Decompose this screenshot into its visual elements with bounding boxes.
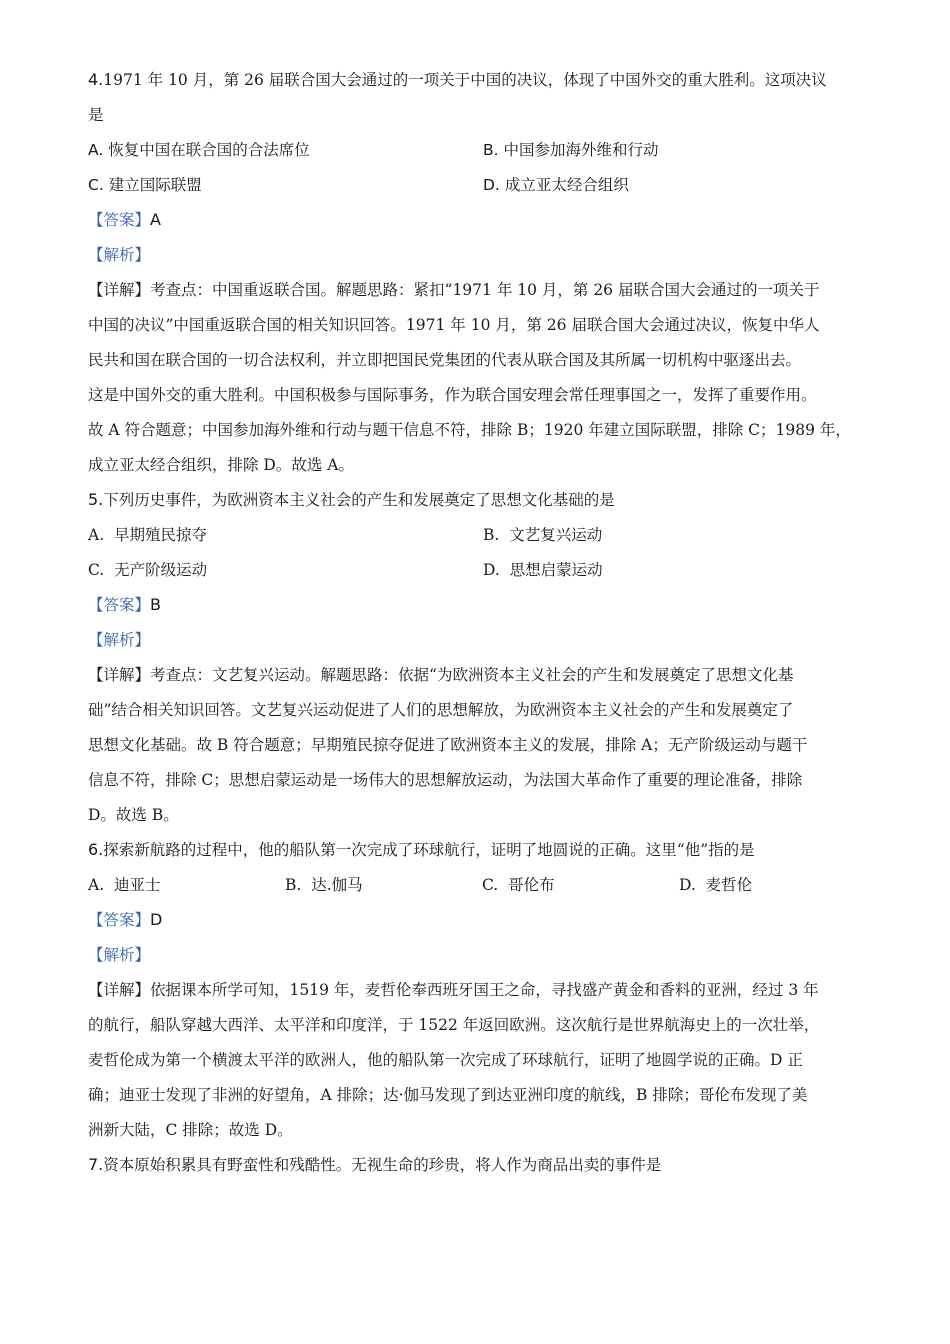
q7-stem: 7.资本原始积累具有野蛮性和残酷性。无视生命的珍贵，将人作为商品出卖的事件是 (88, 1155, 662, 1174)
document-page (88, 70, 878, 1190)
q4-stem-line-1: 4.1971 年 10 月，第 26 届联合国大会通过的一项关于中国的决议，体现了中国外交的重大胜利。这项决议 (88, 70, 827, 89)
q6-option-b: B. 达.伽马 (285, 876, 363, 894)
q6-detail: 【详解】依据课本所学可知，1519 年，麦哲伦奉西班牙国王之命，寻找盛产黄金和香料的亚洲，经过 3 年 的航行，船队穿越大西洋、太平洋和印度洋，于 1522 年返回欧洲。这次航行是世界航海史上的一次壮举， 麦哲伦成为第一个横渡太平洋的欧洲人，他的船队第一次完成了环球航行，证明了地圆学说的正确。D 正 确；迪亚士发现了非洲的好望角，A 排除；达·伽马发现了到达亚洲印度的航线，B 排除；哥伦布发现了美 洲新大陆，C 排除；故选 D。 (88, 981, 820, 1139)
q5-option-a: A. 早期殖民掠夺 (88, 526, 207, 544)
q6-option-d: D. 麦哲伦 (679, 876, 753, 894)
q5-option-b: B. 文艺复兴运动 (483, 526, 603, 544)
q5-options-row-1 (88, 525, 878, 560)
q6-option-a: A. 迪亚士 (88, 876, 161, 894)
q5-option-c: C. 无产阶级运动 (88, 561, 208, 579)
q4-option-d: D. 成立亚太经合组织 (483, 176, 629, 194)
q6-answer: 【答案】D (88, 910, 163, 929)
q6-analysis-heading: 【解析】 (88, 946, 151, 964)
q5-answer: 【答案】B (88, 595, 161, 614)
q4-option-c: C. 建立国际联盟 (88, 176, 202, 194)
q6-option-c: C. 哥伦布 (482, 876, 555, 894)
q4-stem-line-2: 是 (88, 106, 104, 124)
q4-detail: 【详解】考查点：中国重返联合国。解题思路：紧扣“1971 年 10 月，第 26 届联合国大会通过的一项关于 中国的决议”中国重返联合国的相关知识回答。1971 年 10 月，第 26 届联合国大会通过决议，恢复中华人 民共和国在联合国的一切合法权利，并立即把国民党集团的代表从联合国及其所属一切机构中驱逐出去。 这是中国外交的重大胜利。中国积极参与国际事务，作为联合国安理会常任理事国之一，发挥了重要作用。 故 A 符合题意；中国参加海外维和行动与题干信息不符，排除 B；1920 年建立国际联盟，排除 C；1989 年， 成立亚太经合组织，排除 D。故选 A。 (88, 281, 851, 474)
q6-stem: 6.探索新航路的过程中，他的船队第一次完成了环球航行，证明了地圆说的正确。这里“他”指的是 (88, 840, 755, 859)
q6-options-row (88, 875, 878, 910)
q5-option-d: D. 思想启蒙运动 (483, 561, 603, 579)
q4-options-row-2 (88, 175, 878, 210)
q4-options-row-1 (88, 140, 878, 175)
q5-options-row-2 (88, 560, 878, 595)
q4-answer: 【答案】A (88, 210, 161, 229)
q4-analysis-heading: 【解析】 (88, 246, 151, 264)
q4-option-a: A. 恢复中国在联合国的合法席位 (88, 141, 310, 159)
q5-analysis-heading: 【解析】 (88, 631, 151, 649)
q5-detail: 【详解】考查点：文艺复兴运动。解题思路：依据“为欧洲资本主义社会的产生和发展奠定了思想文化基 础”结合相关知识回答。文艺复兴运动促进了人们的思想解放，为欧洲资本主义社会的产生和发展奠定了 思想文化基础。故 B 符合题意；早期殖民掠夺促进了欧洲资本主义的发展，排除 A；无产阶级运动与题干 信息不符，排除 C；思想启蒙运动是一场伟大的思想解放运动，为法国大革命作了重要的理论准备，排除 D。故选 B。 (88, 666, 808, 824)
q5-stem: 5.下列历史事件，为欧洲资本主义社会的产生和发展奠定了思想文化基础的是 (88, 490, 615, 509)
q4-option-b: B. 中国参加海外维和行动 (483, 141, 659, 159)
